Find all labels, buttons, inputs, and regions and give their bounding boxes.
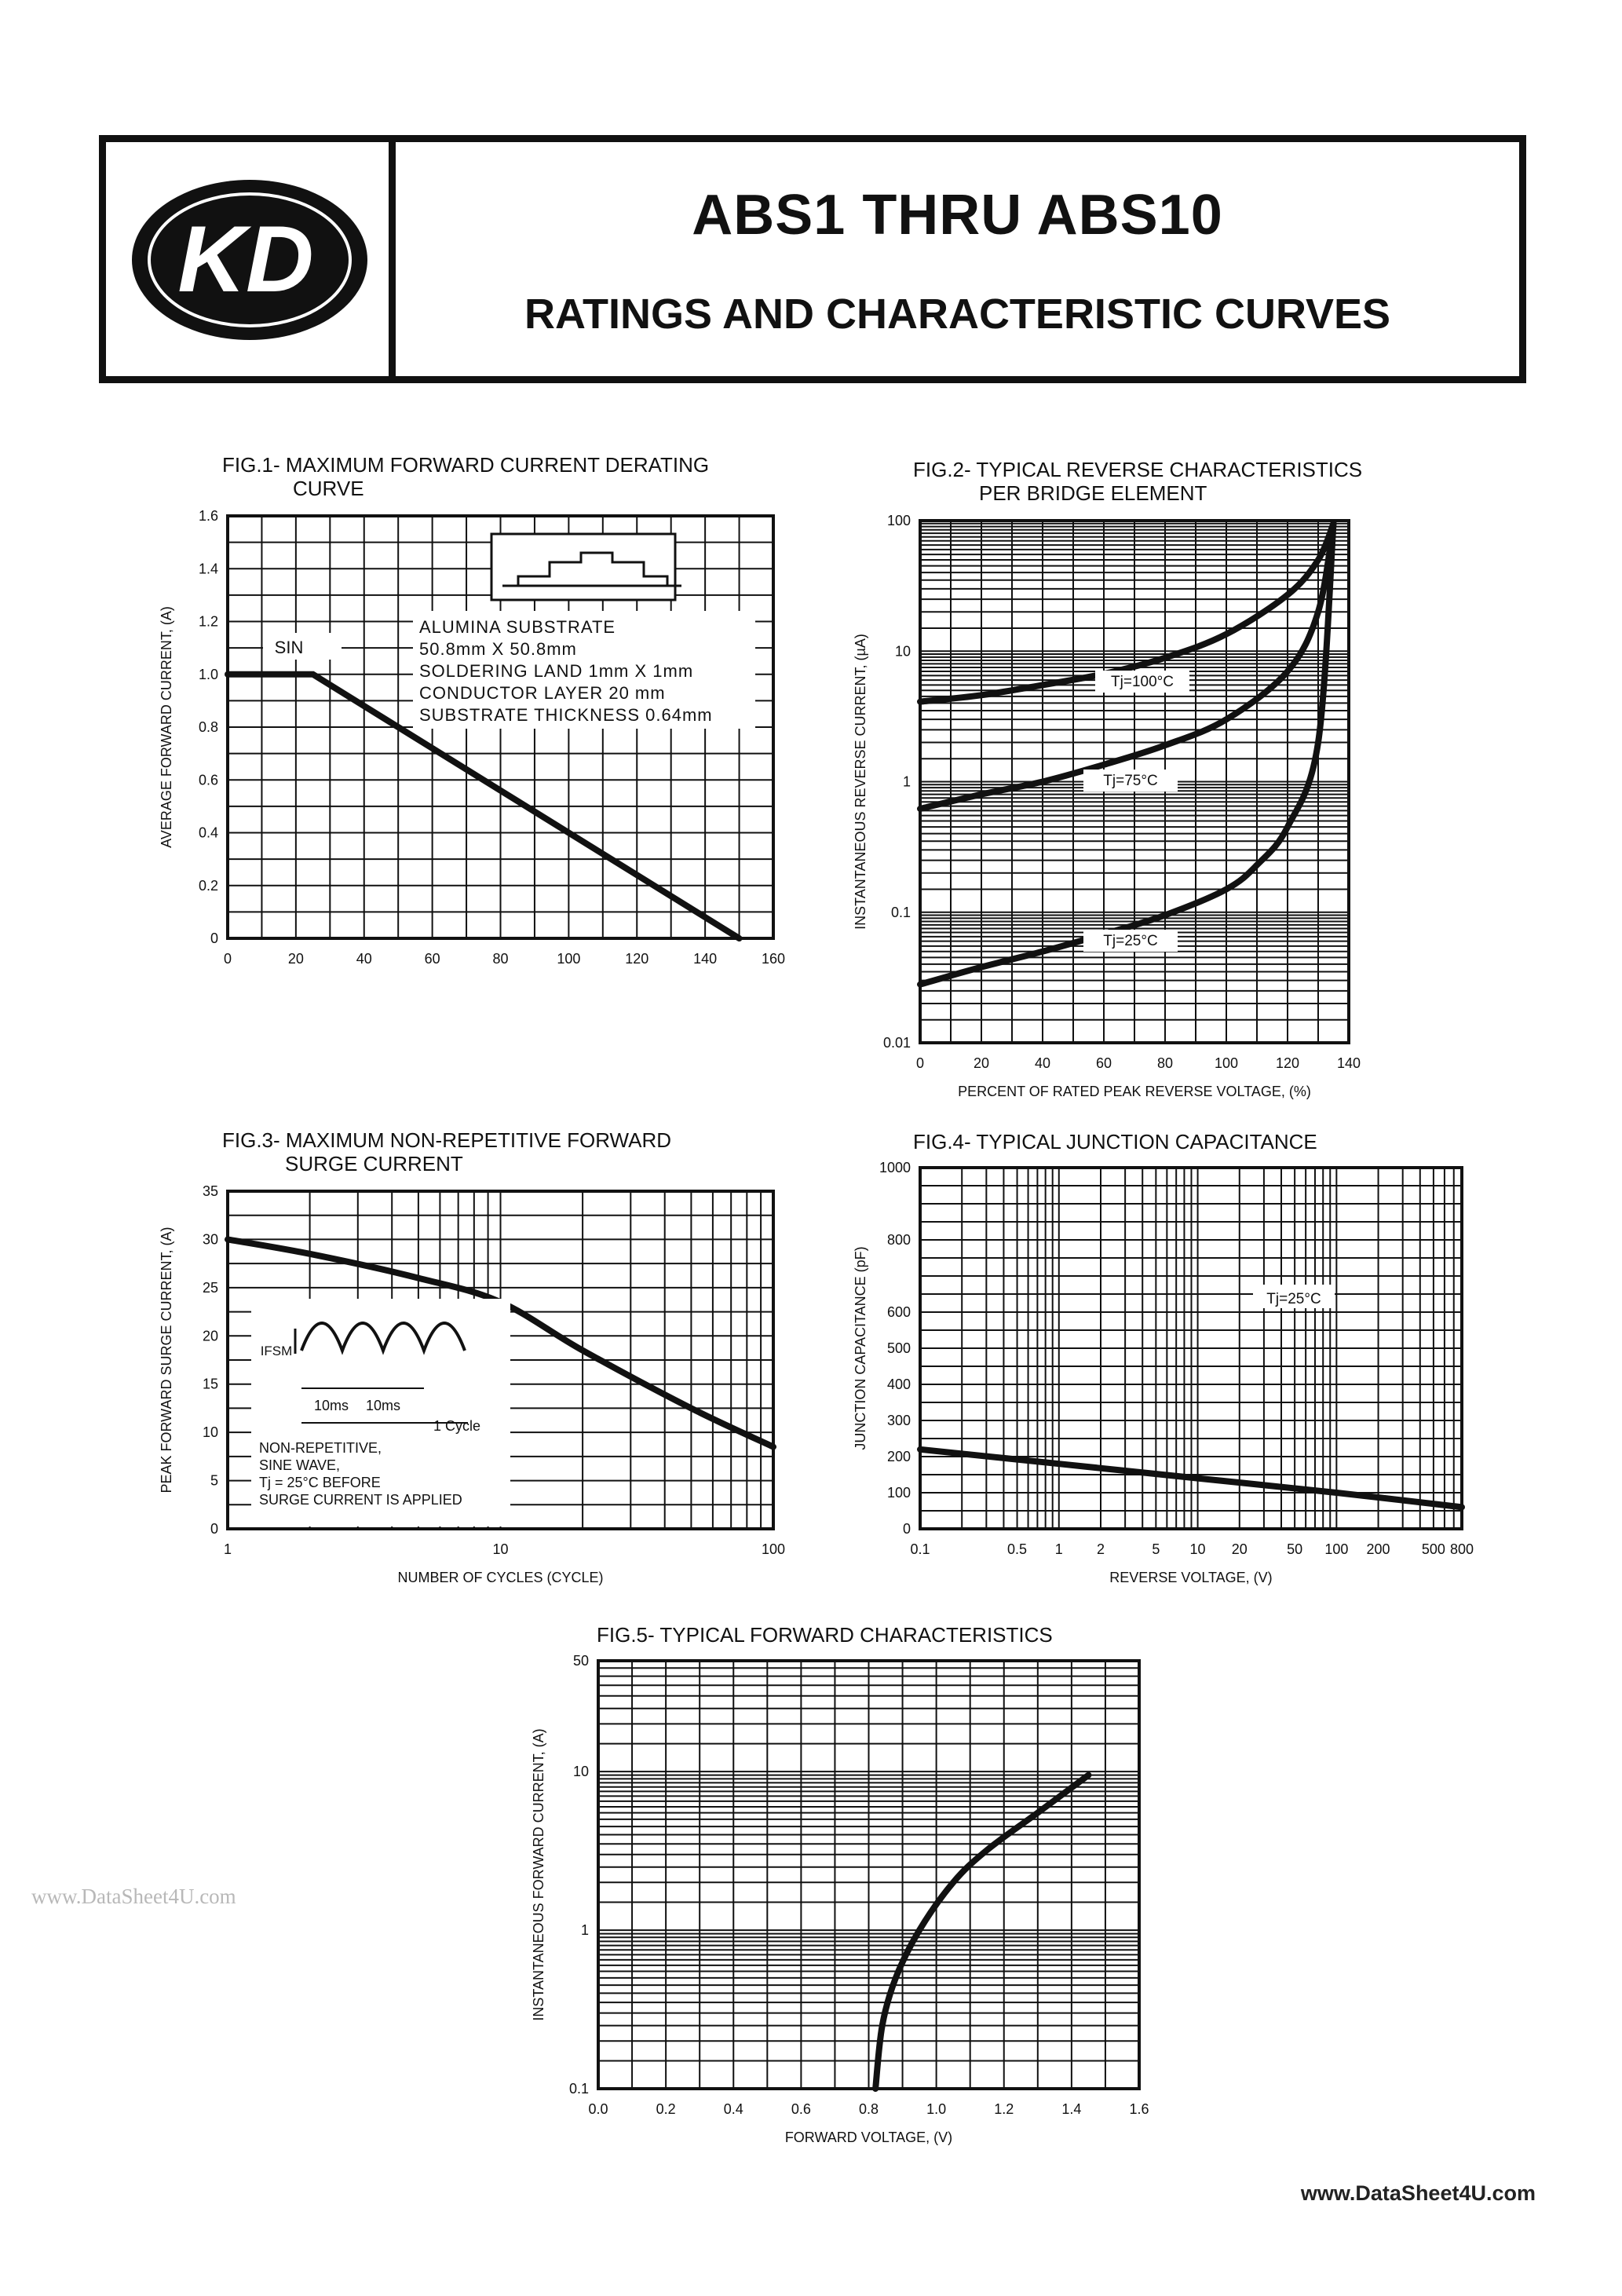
fig1-y-tick-label: 0	[210, 930, 218, 946]
fig3-title-line: FIG.3- MAXIMUM NON-REPETITIVE FORWARD	[222, 1128, 672, 1152]
watermark-left: www.DataSheet4U.com	[31, 1885, 236, 1908]
fig1-x-tick-label: 140	[693, 951, 718, 967]
fig2-x-tick-label: 20	[973, 1055, 990, 1071]
fig3-10ms-label: 10ms	[313, 1398, 349, 1413]
fig3-note: SINE WAVE,	[259, 1457, 341, 1473]
fig2-x-tick-label: 0	[915, 1055, 925, 1071]
fig5-y-tick-label: 50	[572, 1653, 589, 1669]
fig5-x-tick-label: 0.6	[791, 2101, 811, 2117]
fig1-x-tick-label: 60	[424, 951, 440, 967]
fig4-y-tick-label: 1000	[879, 1160, 911, 1175]
fig4-y-tick-label: 100	[886, 1485, 911, 1501]
document-title: ABS1 THRU ABS10	[692, 184, 1223, 247]
fig1-y-tick-label: 0.4	[198, 824, 218, 841]
fig1-x-tick-label: 20	[287, 951, 304, 967]
fig5-x-tick-label: 1.0	[926, 2101, 947, 2117]
fig5-x-tick-label: 0.2	[656, 2101, 676, 2117]
fig4-x-tick-label: 200	[1366, 1541, 1390, 1557]
fig4-x-tick-label: 5	[1152, 1541, 1160, 1557]
fig2-title-line: FIG.2- TYPICAL REVERSE CHARACTERISTICS	[913, 458, 1363, 481]
fig4-y-tick-label: 500	[886, 1340, 911, 1356]
fig3-x-axis-label: NUMBER OF CYCLES (CYCLE)	[397, 1570, 604, 1585]
fig2-y-tick-label: 0.01	[882, 1035, 911, 1051]
fig5-x-tick-label: 1.4	[1061, 2101, 1082, 2117]
fig1-substrate-note: CONDUCTOR LAYER 20 mm	[419, 683, 666, 703]
fig5-x-tick-label: 1.6	[1129, 2101, 1149, 2117]
fig1-y-tick-label: 0.2	[198, 877, 218, 894]
fig4-x-tick-label: 20	[1231, 1541, 1248, 1557]
fig4-x-tick-label: 800	[1449, 1541, 1474, 1557]
fig1-x-tick-label: 160	[761, 951, 786, 967]
fig2-x-tick-label: 60	[1095, 1055, 1112, 1071]
fig4-x-tick-label: 10	[1189, 1541, 1206, 1557]
fig2-curve-label: Tj=75°C	[1103, 773, 1158, 789]
fig2-x-tick-label: 100	[1214, 1055, 1239, 1071]
fig1-title-line: CURVE	[293, 477, 364, 500]
fig5-grid	[598, 1661, 1139, 2089]
fig4-curve-label: Tj=25°C	[1266, 1291, 1321, 1307]
fig4-y-tick-label: 800	[886, 1232, 911, 1248]
fig3-y-axis-label: PEAK FORWARD SURGE CURRENT, (A)	[159, 1227, 174, 1493]
fig1-y-tick-label: 1.6	[198, 508, 218, 524]
fig2-title-line: PER BRIDGE ELEMENT	[979, 481, 1207, 505]
fig2-x-tick-label: 140	[1336, 1055, 1361, 1071]
fig5-y-axis-label: INSTANTANEOUS FORWARD CURRENT, (A)	[531, 1728, 546, 2021]
fig3-y-tick-label: 35	[202, 1183, 218, 1199]
fig4-y-tick-label: 200	[886, 1449, 911, 1464]
fig2-x-tick-label: 120	[1275, 1055, 1300, 1071]
fig5-x-tick-label: 0.8	[858, 2101, 879, 2117]
fig3-title-line: SURGE CURRENT	[285, 1152, 463, 1175]
fig4-x-tick-label: 0.5	[1007, 1541, 1028, 1557]
fig4-y-tick-label: 300	[886, 1413, 911, 1428]
fig5-y-tick-label: 1	[580, 1922, 589, 1939]
document-subtitle: RATINGS AND CHARACTERISTIC CURVES	[524, 291, 1391, 338]
fig2-curve-label: Tj=25°C	[1103, 933, 1158, 949]
fig4-x-axis-label: REVERSE VOLTAGE, (V)	[1109, 1570, 1273, 1585]
fig2-x-tick-label: 80	[1156, 1055, 1174, 1071]
fig1-x-tick-label: 120	[625, 951, 649, 967]
fig3-x-tick-label: 1	[223, 1541, 232, 1557]
svg-text:KD: KD	[177, 207, 314, 312]
fig1-y-tick-label: 1.2	[198, 613, 218, 630]
fig4-x-tick-label: 2	[1096, 1541, 1105, 1557]
fig2-y-tick-label: 1	[902, 773, 911, 790]
fig5-x-tick-label: 0.4	[723, 2101, 743, 2117]
fig2-curve-label: Tj=100°C	[1111, 674, 1174, 690]
fig1-title-line: FIG.1- MAXIMUM FORWARD CURRENT DERATING	[222, 453, 710, 477]
fig1-y-tick-label: 1.4	[198, 561, 218, 577]
fig1-y-tick-label: 0.6	[198, 772, 218, 788]
fig3-note: NON-REPETITIVE,	[259, 1440, 382, 1456]
fig5-x-tick-label: 0.0	[588, 2101, 608, 2117]
fig4-x-tick-label: 1	[1054, 1541, 1063, 1557]
fig3-y-tick-label: 5	[210, 1472, 218, 1489]
fig2-y-tick-label: 0.1	[890, 904, 911, 920]
fig4-title-line: FIG.4- TYPICAL JUNCTION CAPACITANCE	[913, 1130, 1317, 1153]
fig4-y-axis-label: JUNCTION CAPACITANCE (pF)	[853, 1246, 868, 1450]
fig5-y-tick-label: 10	[572, 1764, 589, 1780]
fig3-y-tick-label: 30	[202, 1231, 218, 1248]
fig1-x-tick-label: 0	[223, 951, 232, 967]
fig2-x-tick-label: 40	[1034, 1055, 1051, 1071]
fig1-y-tick-label: 0.8	[198, 719, 218, 735]
fig3-10ms-label: 10ms	[365, 1398, 401, 1413]
fig4-chart	[853, 1130, 1474, 1585]
fig4-y-tick-label: 400	[886, 1377, 911, 1392]
fig3-note: Tj = 25°C BEFORE	[259, 1475, 381, 1490]
fig5-chart	[531, 1623, 1149, 2145]
fig4-x-tick-label: 500	[1421, 1541, 1445, 1557]
fig1-package-box	[491, 534, 675, 600]
fig1-substrate-note: 50.8mm X 50.8mm	[419, 639, 577, 659]
fig1-substrate-note: SUBSTRATE THICKNESS 0.64mm	[419, 705, 713, 725]
fig5-y-tick-label: 0.1	[568, 2081, 589, 2097]
fig1-substrate-note: ALUMINA SUBSTRATE	[419, 617, 616, 637]
fig4-x-tick-label: 50	[1287, 1541, 1303, 1557]
annotations	[251, 534, 1335, 1526]
fig3-y-tick-label: 20	[202, 1328, 218, 1344]
fig1-x-tick-label: 100	[557, 951, 581, 967]
fig3-y-tick-label: 10	[202, 1424, 218, 1441]
fig2-y-axis-label: INSTANTANEOUS REVERSE CURRENT, (µA)	[853, 634, 868, 930]
fig1-y-axis-label: AVERAGE FORWARD CURRENT, (A)	[159, 606, 174, 848]
fig1-sin-label: SIN	[274, 638, 304, 657]
fig3-x-tick-label: 100	[761, 1541, 786, 1557]
fig1-substrate-note: SOLDERING LAND 1mm X 1mm	[419, 661, 694, 681]
fig3-y-tick-label: 25	[202, 1279, 218, 1296]
fig3-cycle-label: 1 Cycle	[433, 1418, 481, 1434]
fig3-ifsm-label: IFSM	[260, 1344, 293, 1358]
fig2-x-axis-label: PERCENT OF RATED PEAK REVERSE VOLTAGE, (%)	[958, 1084, 1311, 1099]
fig3-note: SURGE CURRENT IS APPLIED	[259, 1492, 462, 1508]
fig4-x-tick-label: 100	[1324, 1541, 1349, 1557]
fig1-x-tick-label: 40	[356, 951, 372, 967]
fig4-y-tick-label: 600	[886, 1304, 911, 1320]
fig3-y-tick-label: 15	[202, 1376, 218, 1392]
fig1-x-tick-label: 80	[492, 951, 509, 967]
fig2-y-tick-label: 10	[894, 643, 911, 660]
fig5-x-axis-label: FORWARD VOLTAGE, (V)	[784, 2130, 953, 2145]
fig3-y-tick-label: 0	[210, 1521, 218, 1537]
fig5-title-line: FIG.5- TYPICAL FORWARD CHARACTERISTICS	[597, 1623, 1053, 1647]
fig4-x-tick-label: 0.1	[910, 1541, 930, 1557]
fig3-x-tick-label: 10	[492, 1541, 509, 1557]
fig5-x-tick-label: 1.2	[994, 2101, 1014, 2117]
fig2-y-tick-label: 100	[886, 513, 911, 528]
watermark-bottom-right: www.DataSheet4U.com	[1300, 2181, 1536, 2205]
fig1-y-tick-label: 1.0	[198, 666, 218, 682]
fig4-y-tick-label: 0	[902, 1521, 911, 1537]
